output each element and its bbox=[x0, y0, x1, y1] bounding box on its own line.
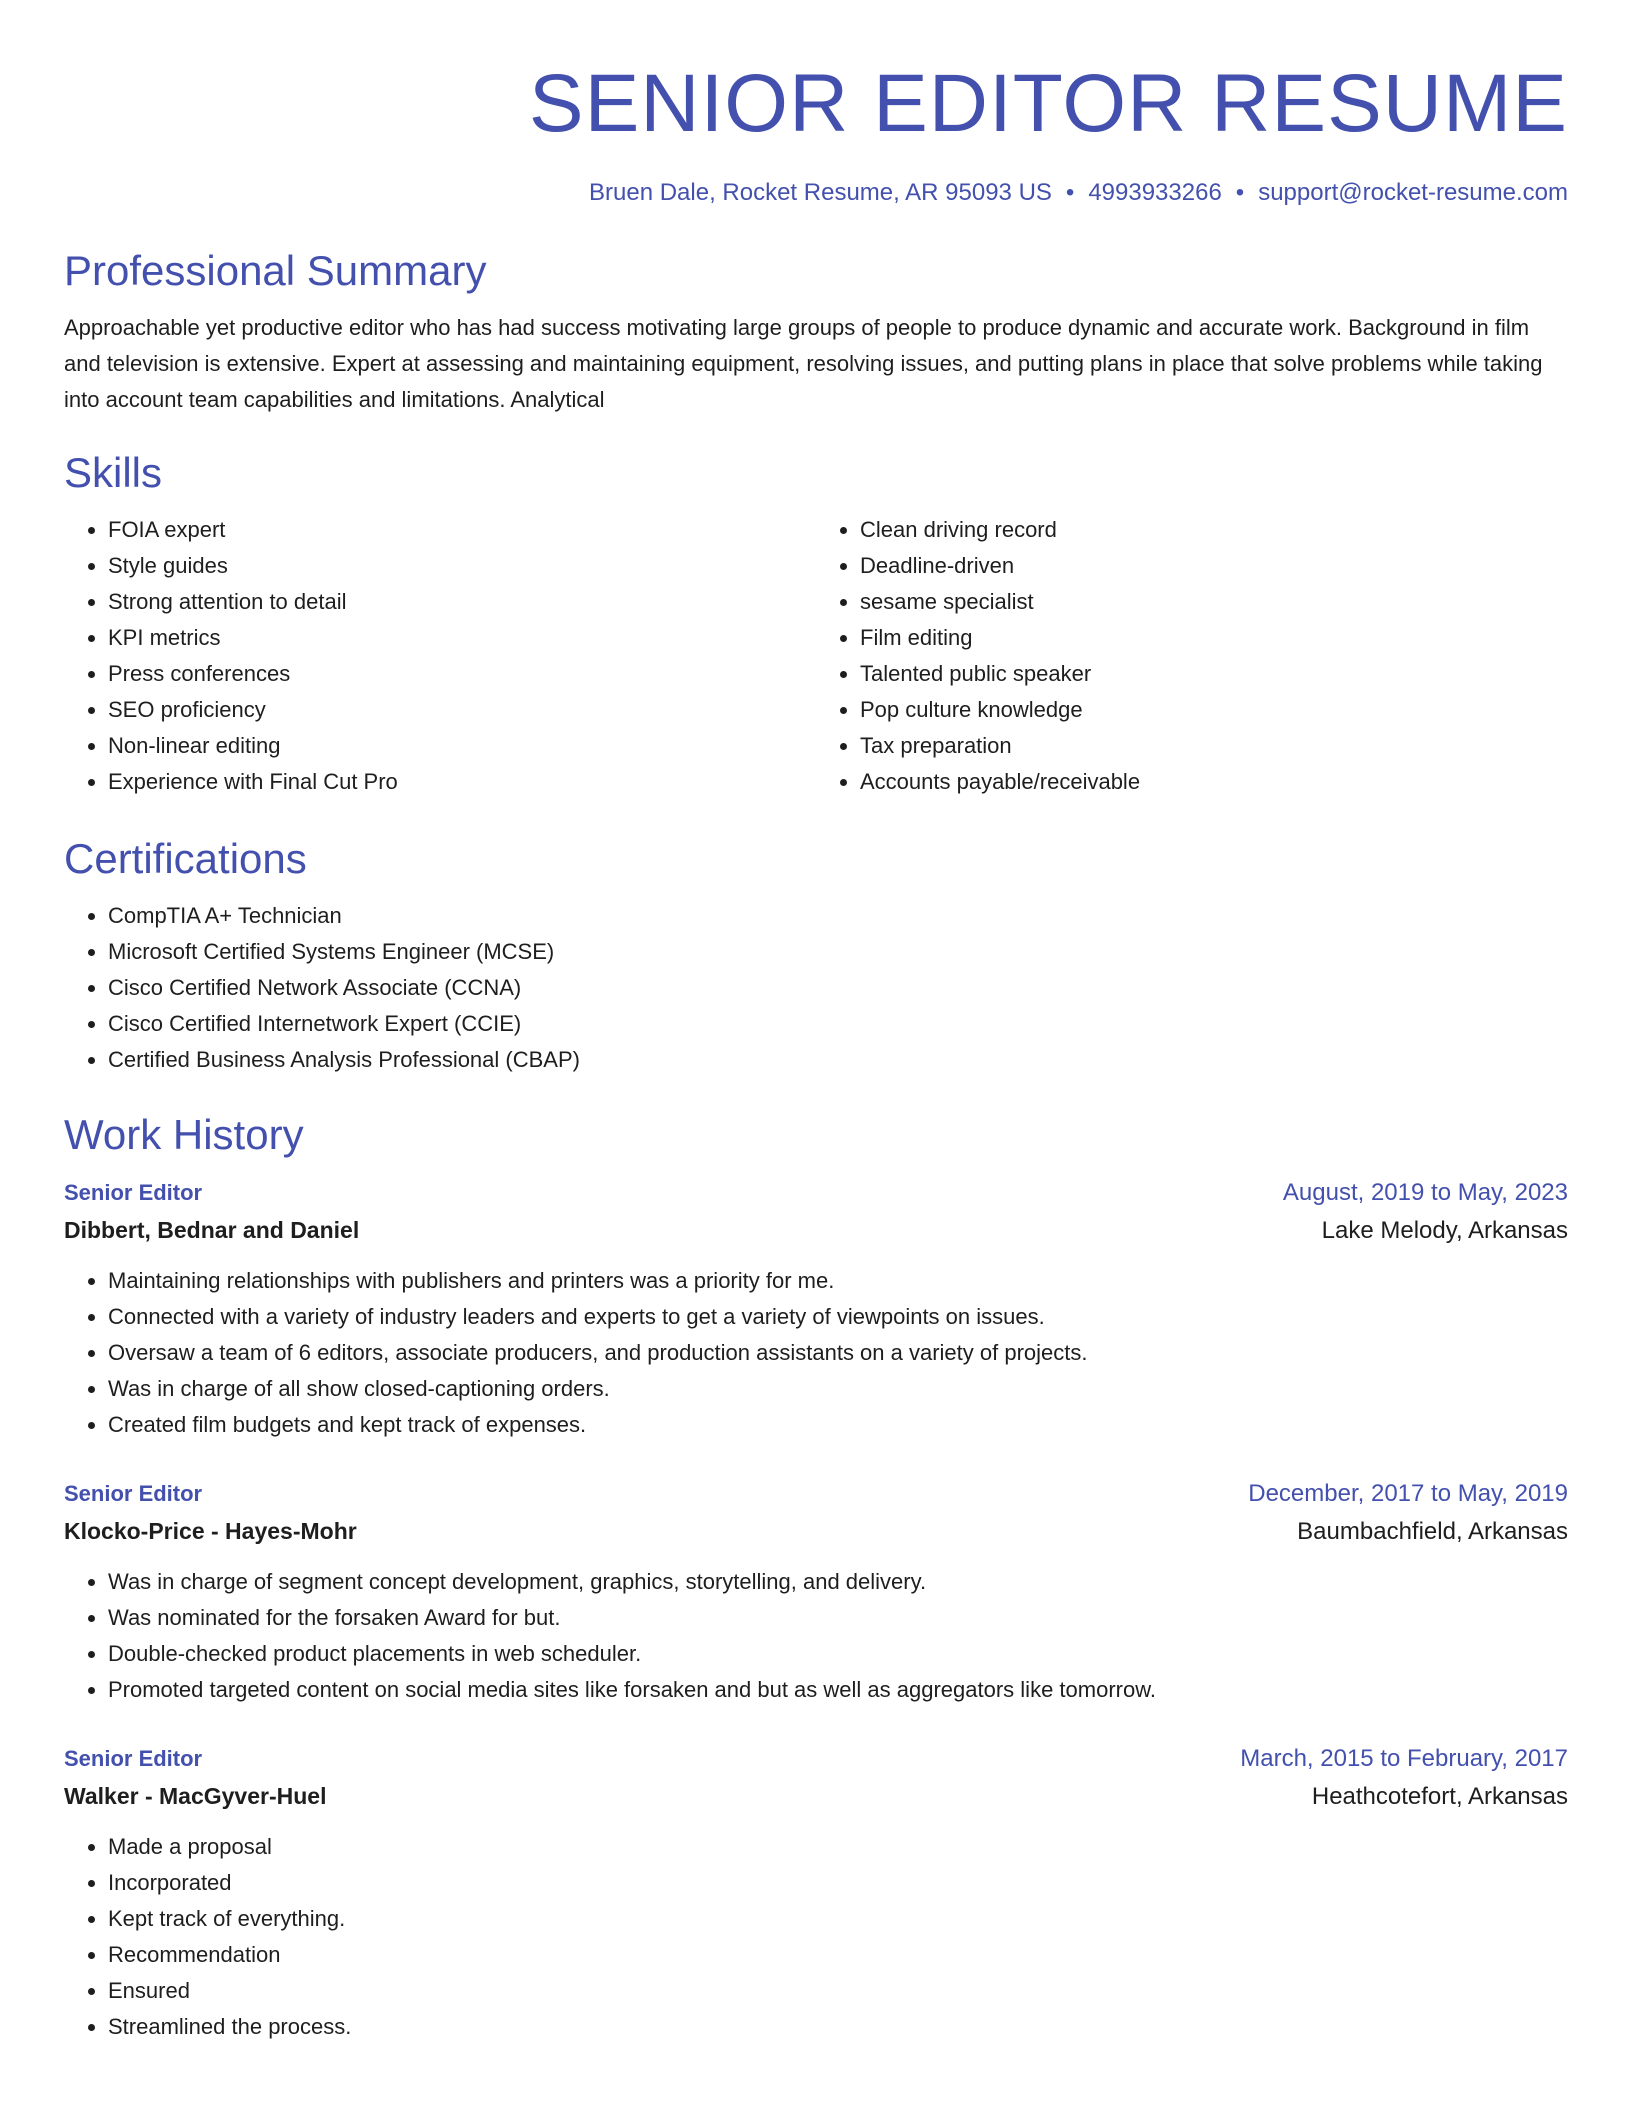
skill-item: • sesame specialist bbox=[860, 584, 1568, 620]
skills-heading: Skills bbox=[64, 449, 163, 496]
contact-separator: • bbox=[1235, 179, 1245, 206]
job-bullet: • Was in charge of segment concept development, graphics, storytelling, and delivery. bbox=[108, 1564, 1568, 1600]
job-bullet: • Kept track of everything. bbox=[108, 1901, 1568, 1937]
skill-item: • Film editing bbox=[860, 620, 1568, 656]
job-bullet: • Oversaw a team of 6 editors, associate producers, and production assistants on a variety of projects. bbox=[108, 1335, 1568, 1371]
job-dates: December, 2017 to May, 2019 bbox=[1248, 1480, 1568, 1507]
job-header bbox=[64, 1176, 1568, 1210]
skill-item: • KPI metrics bbox=[108, 620, 816, 656]
job-bullet: • Created film budgets and kept track of expenses. bbox=[108, 1407, 1568, 1443]
skill-item: • Style guides bbox=[108, 548, 816, 584]
job-bullet: • Promoted targeted content on social media sites like forsaken and but as well as aggregators like tomorrow. bbox=[108, 1672, 1568, 1708]
work-history-heading: Work History bbox=[64, 1111, 304, 1158]
certification-item: • CompTIA A+ Technician bbox=[108, 898, 1568, 934]
job-company: Walker - MacGyver-Huel bbox=[64, 1783, 327, 1809]
job-location: Baumbachfield, Arkansas bbox=[1297, 1518, 1568, 1545]
skill-item: • Pop culture knowledge bbox=[860, 692, 1568, 728]
job-bullet: • Incorporated bbox=[108, 1865, 1568, 1901]
job-bullet: • Ensured bbox=[108, 1973, 1568, 2009]
job-location: Heathcotefort, Arkansas bbox=[1311, 1783, 1568, 1810]
job-header bbox=[64, 1742, 1568, 1776]
skill-item: • Clean driving record bbox=[860, 512, 1568, 548]
job-entry bbox=[64, 1176, 1568, 1443]
skills-list-right bbox=[816, 512, 1568, 800]
job-bullet: • Was nominated for the forsaken Award for but. bbox=[108, 1600, 1568, 1636]
job-bullet: • Double-checked product placements in web scheduler. bbox=[108, 1636, 1568, 1672]
certifications-heading: Certifications bbox=[64, 835, 307, 882]
job-dates: August, 2019 to May, 2023 bbox=[1282, 1179, 1568, 1206]
skill-item: • FOIA expert bbox=[108, 512, 816, 548]
summary-heading: Professional Summary bbox=[64, 247, 487, 294]
skill-item: • Tax preparation bbox=[860, 728, 1568, 764]
contact-phone: 4993933266 bbox=[1088, 179, 1222, 206]
job-subheader bbox=[64, 1776, 1568, 1817]
job-bullet: • Connected with a variety of industry leaders and experts to get a variety of viewpoints on issues. bbox=[108, 1299, 1568, 1335]
contact-separator: • bbox=[1065, 179, 1075, 206]
job-dates: March, 2015 to February, 2017 bbox=[1240, 1745, 1568, 1772]
skill-item: • Talented public speaker bbox=[860, 656, 1568, 692]
resume-page bbox=[64, 0, 1568, 2045]
job-location: Lake Melody, Arkansas bbox=[1321, 1217, 1568, 1244]
job-title: Senior Editor bbox=[64, 1180, 203, 1205]
job-subheader bbox=[64, 1210, 1568, 1251]
job-title: Senior Editor bbox=[64, 1481, 203, 1506]
certification-item: • Certified Business Analysis Professional (CBAP) bbox=[108, 1042, 1568, 1078]
job-bullet: • Recommendation bbox=[108, 1937, 1568, 1973]
skill-item: • Strong attention to detail bbox=[108, 584, 816, 620]
job-entry bbox=[64, 1742, 1568, 2045]
certification-item: • Microsoft Certified Systems Engineer (MCSE) bbox=[108, 934, 1568, 970]
job-title: Senior Editor bbox=[64, 1746, 203, 1771]
job-company: Dibbert, Bednar and Daniel bbox=[64, 1217, 360, 1243]
skills-list-left bbox=[64, 512, 816, 800]
certifications-list bbox=[64, 898, 1568, 1078]
skill-item: • Accounts payable/receivable bbox=[860, 764, 1568, 800]
job-subheader bbox=[64, 1511, 1568, 1552]
skill-item: • Press conferences bbox=[108, 656, 816, 692]
job-bullets bbox=[64, 1829, 1568, 2045]
skill-item: • Deadline-driven bbox=[860, 548, 1568, 584]
job-bullet: • Streamlined the process. bbox=[108, 2009, 1568, 2045]
skill-item: • Experience with Final Cut Pro bbox=[108, 764, 816, 800]
contact-line bbox=[64, 178, 1568, 208]
contact-email: support@rocket-resume.com bbox=[1258, 179, 1568, 206]
skill-item: • SEO proficiency bbox=[108, 692, 816, 728]
contact-address: Bruen Dale, Rocket Resume, AR 95093 US bbox=[589, 179, 1052, 206]
job-bullet: • Maintaining relationships with publishers and printers was a priority for me. bbox=[108, 1263, 1568, 1299]
skills-columns bbox=[64, 512, 1568, 800]
job-bullet: • Was in charge of all show closed-captioning orders. bbox=[108, 1371, 1568, 1407]
job-entry bbox=[64, 1477, 1568, 1708]
job-header bbox=[64, 1477, 1568, 1511]
summary-text: Approachable yet productive editor who has had success motivating large groups of people to produce dynamic and accurate work. Background in film and television is extensive. Expert at assessing and maintaining equipment, resolving issues, and putting plans in place that solve problems while taking into account team capabilities and limitations. Analytical bbox=[64, 315, 1543, 412]
job-company: Klocko-Price - Hayes-Mohr bbox=[64, 1518, 357, 1544]
job-bullets bbox=[64, 1564, 1568, 1708]
job-bullets bbox=[64, 1263, 1568, 1443]
certification-item: • Cisco Certified Network Associate (CCNA) bbox=[108, 970, 1568, 1006]
resume-title: SENIOR EDITOR RESUME bbox=[528, 58, 1568, 149]
certification-item: • Cisco Certified Internetwork Expert (CCIE) bbox=[108, 1006, 1568, 1042]
skill-item: • Non-linear editing bbox=[108, 728, 816, 764]
job-bullet: • Made a proposal bbox=[108, 1829, 1568, 1865]
